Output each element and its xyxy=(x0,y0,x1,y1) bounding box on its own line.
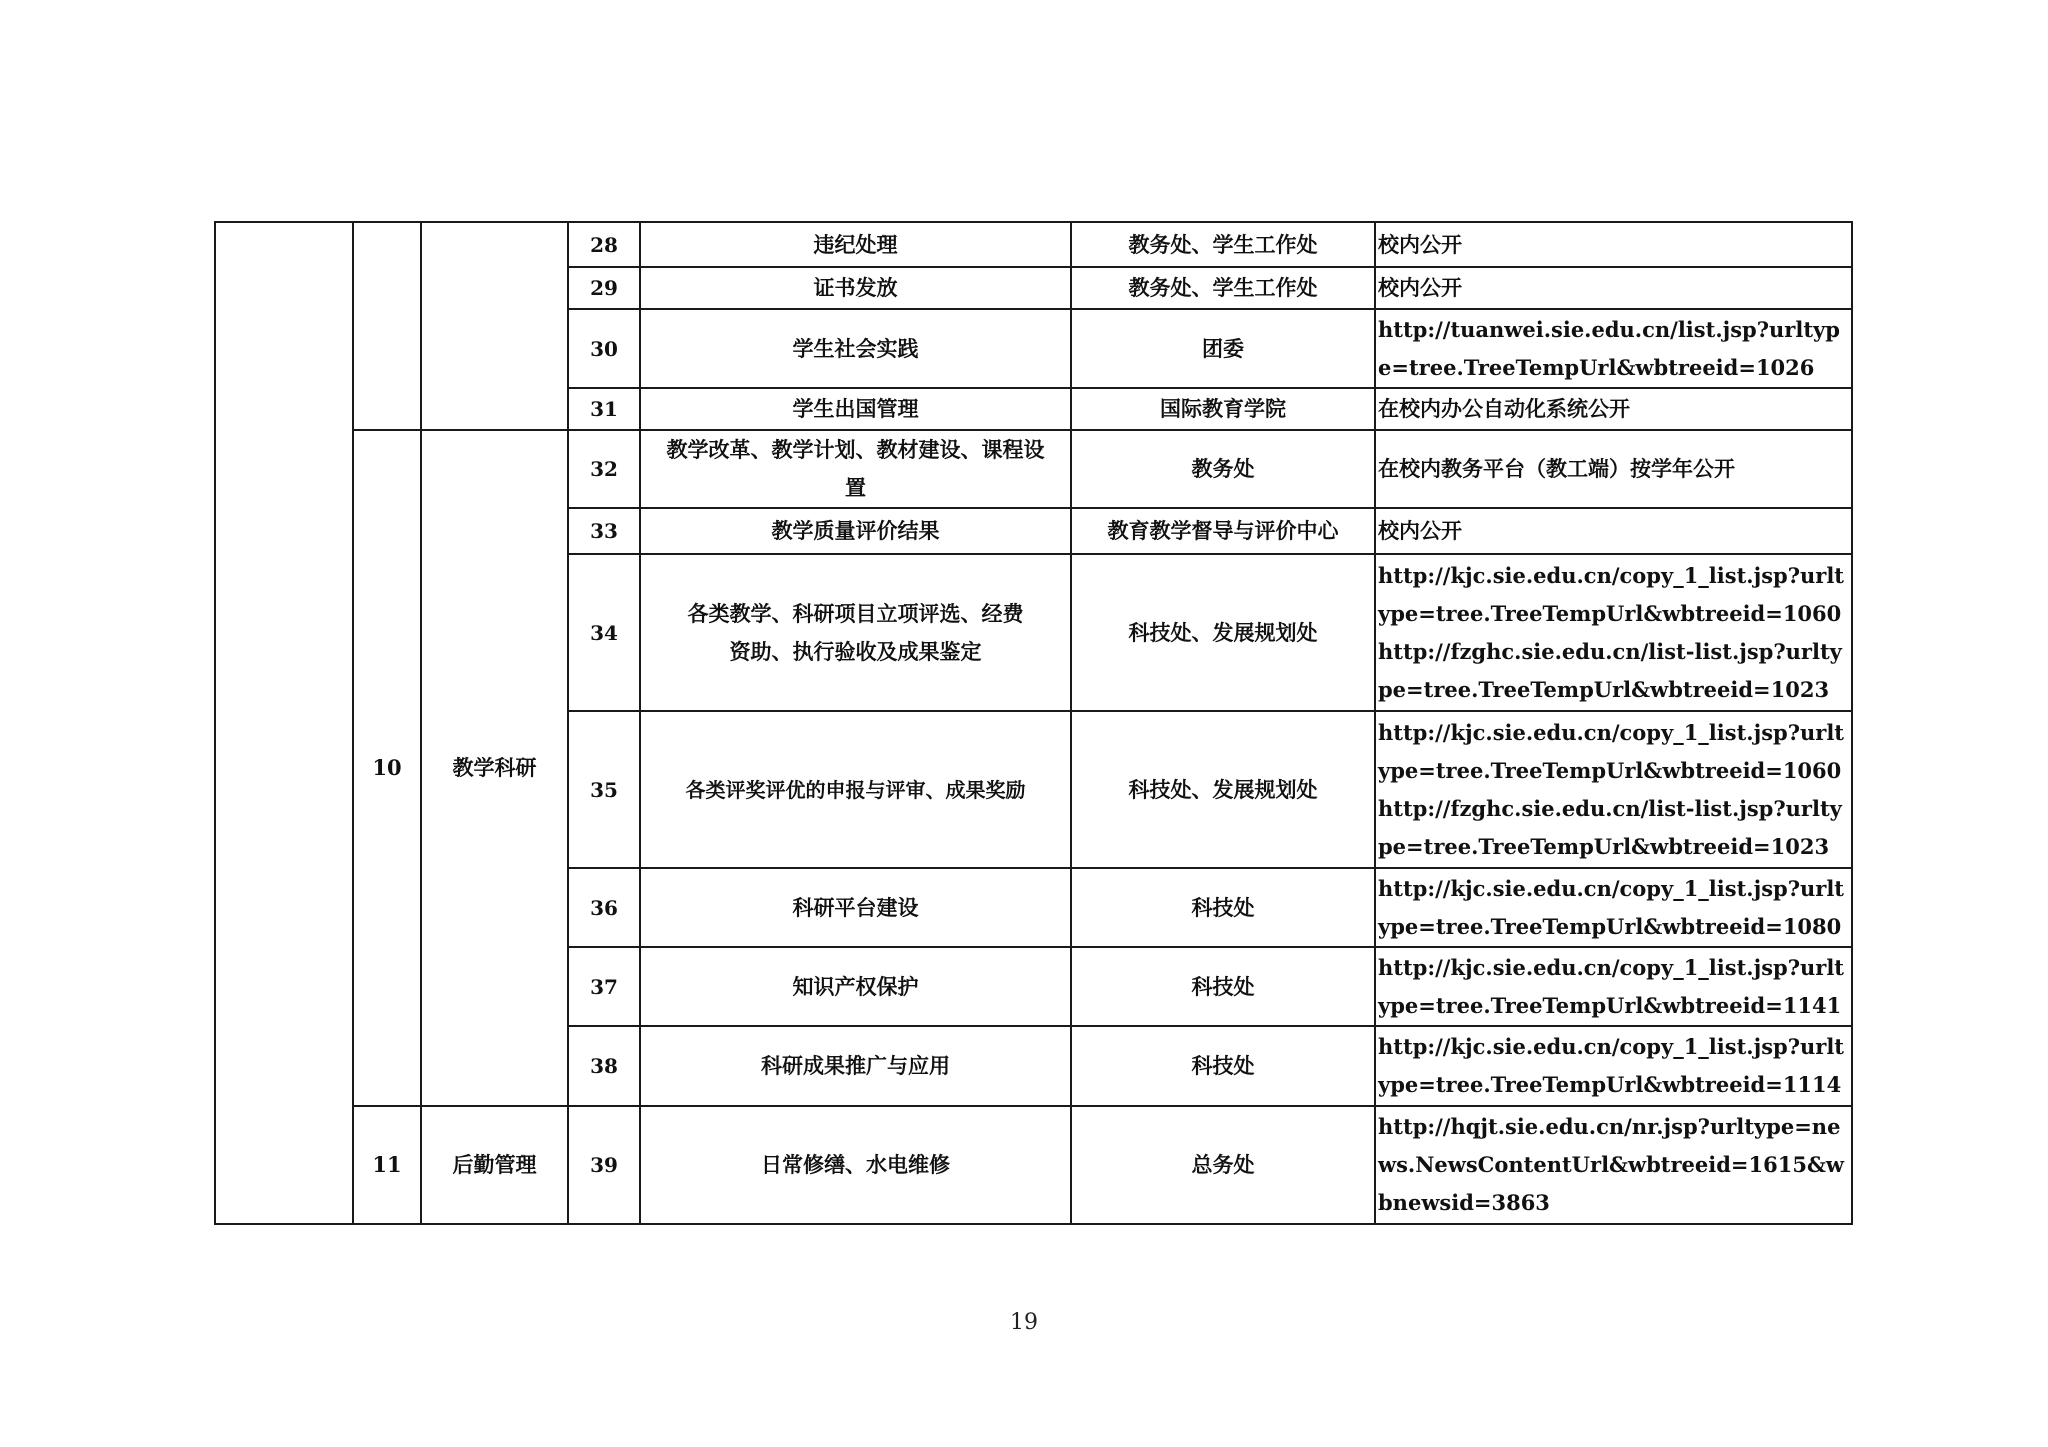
group-number-cell: 10 xyxy=(353,430,421,1106)
seq-cell: 31 xyxy=(568,388,640,430)
seq-cell: 30 xyxy=(568,309,640,388)
dept-cell: 科技处、发展规划处 xyxy=(1071,554,1375,711)
seq-cell: 33 xyxy=(568,508,640,554)
dept-cell: 教育教学督导与评价中心 xyxy=(1071,508,1375,554)
publication-cell: http://tuanwei.sie.edu.cn/list.jsp?urltype=tree.TreeTempUrl&wbtreeid=1026 xyxy=(1375,309,1852,388)
item-cell: 证书发放 xyxy=(640,267,1071,309)
group-number-cell xyxy=(353,222,421,430)
publication-cell: http://kjc.sie.edu.cn/copy_1_list.jsp?urltype=tree.TreeTempUrl&wbtreeid=1141 xyxy=(1375,947,1852,1026)
seq-cell: 38 xyxy=(568,1026,640,1106)
seq-cell: 36 xyxy=(568,868,640,947)
table-row xyxy=(215,430,1852,508)
item-cell: 知识产权保护 xyxy=(640,947,1071,1026)
seq-cell: 35 xyxy=(568,711,640,868)
publication-cell: http://kjc.sie.edu.cn/copy_1_list.jsp?urltype=tree.TreeTempUrl&wbtreeid=1080 xyxy=(1375,868,1852,947)
dept-cell: 科技处 xyxy=(1071,868,1375,947)
publication-cell: http://hqjt.sie.edu.cn/nr.jsp?urltype=news.NewsContentUrl&wbtreeid=1615&wbnewsid=3863 xyxy=(1375,1106,1852,1224)
dept-cell: 科技处 xyxy=(1071,1026,1375,1106)
table-row xyxy=(215,1106,1852,1224)
dept-cell: 总务处 xyxy=(1071,1106,1375,1224)
table-row xyxy=(215,222,1852,267)
item-cell: 学生出国管理 xyxy=(640,388,1071,430)
dept-cell: 教务处 xyxy=(1071,430,1375,508)
category-cell xyxy=(215,222,353,1224)
seq-cell: 37 xyxy=(568,947,640,1026)
item-cell: 教学改革、教学计划、教材建设、课程设置 xyxy=(640,430,1071,508)
publication-cell: 在校内教务平台（教工端）按学年公开 xyxy=(1375,430,1852,508)
item-cell: 科研成果推广与应用 xyxy=(640,1026,1071,1106)
item-cell: 各类评奖评优的申报与评审、成果奖励 xyxy=(640,711,1071,868)
item-cell: 违纪处理 xyxy=(640,222,1071,267)
seq-cell: 34 xyxy=(568,554,640,711)
page-number: 19 xyxy=(1010,1310,1038,1335)
publication-cell: 在校内办公自动化系统公开 xyxy=(1375,388,1852,430)
publication-cell: 校内公开 xyxy=(1375,267,1852,309)
seq-cell: 32 xyxy=(568,430,640,508)
dept-cell: 团委 xyxy=(1071,309,1375,388)
publication-cell: 校内公开 xyxy=(1375,222,1852,267)
publication-cell: http://kjc.sie.edu.cn/copy_1_list.jsp?urltype=tree.TreeTempUrl&wbtreeid=1060 http://fzghc.sie.edu.cn/list-list.jsp?urltype=tree.TreeTempUrl&wbtreeid=1023 xyxy=(1375,554,1852,711)
seq-cell: 29 xyxy=(568,267,640,309)
seq-cell: 28 xyxy=(568,222,640,267)
item-cell: 科研平台建设 xyxy=(640,868,1071,947)
dept-cell: 科技处、发展规划处 xyxy=(1071,711,1375,868)
dept-cell: 科技处 xyxy=(1071,947,1375,1026)
dept-cell: 教务处、学生工作处 xyxy=(1071,267,1375,309)
group-number-cell: 11 xyxy=(353,1106,421,1224)
item-cell: 学生社会实践 xyxy=(640,309,1071,388)
disclosure-table xyxy=(214,221,1853,1225)
seq-cell: 39 xyxy=(568,1106,640,1224)
publication-cell: 校内公开 xyxy=(1375,508,1852,554)
dept-cell: 国际教育学院 xyxy=(1071,388,1375,430)
publication-cell: http://kjc.sie.edu.cn/copy_1_list.jsp?urltype=tree.TreeTempUrl&wbtreeid=1060 http://fzghc.sie.edu.cn/list-list.jsp?urltype=tree.TreeTempUrl&wbtreeid=1023 xyxy=(1375,711,1852,868)
item-cell: 教学质量评价结果 xyxy=(640,508,1071,554)
item-cell: 各类教学、科研项目立项评选、经费资助、执行验收及成果鉴定 xyxy=(640,554,1071,711)
item-cell: 日常修缮、水电维修 xyxy=(640,1106,1071,1224)
group-name-cell xyxy=(421,222,568,430)
publication-cell: http://kjc.sie.edu.cn/copy_1_list.jsp?urltype=tree.TreeTempUrl&wbtreeid=1114 xyxy=(1375,1026,1852,1106)
group-name-cell: 教学科研 xyxy=(421,430,568,1106)
dept-cell: 教务处、学生工作处 xyxy=(1071,222,1375,267)
group-name-cell: 后勤管理 xyxy=(421,1106,568,1224)
